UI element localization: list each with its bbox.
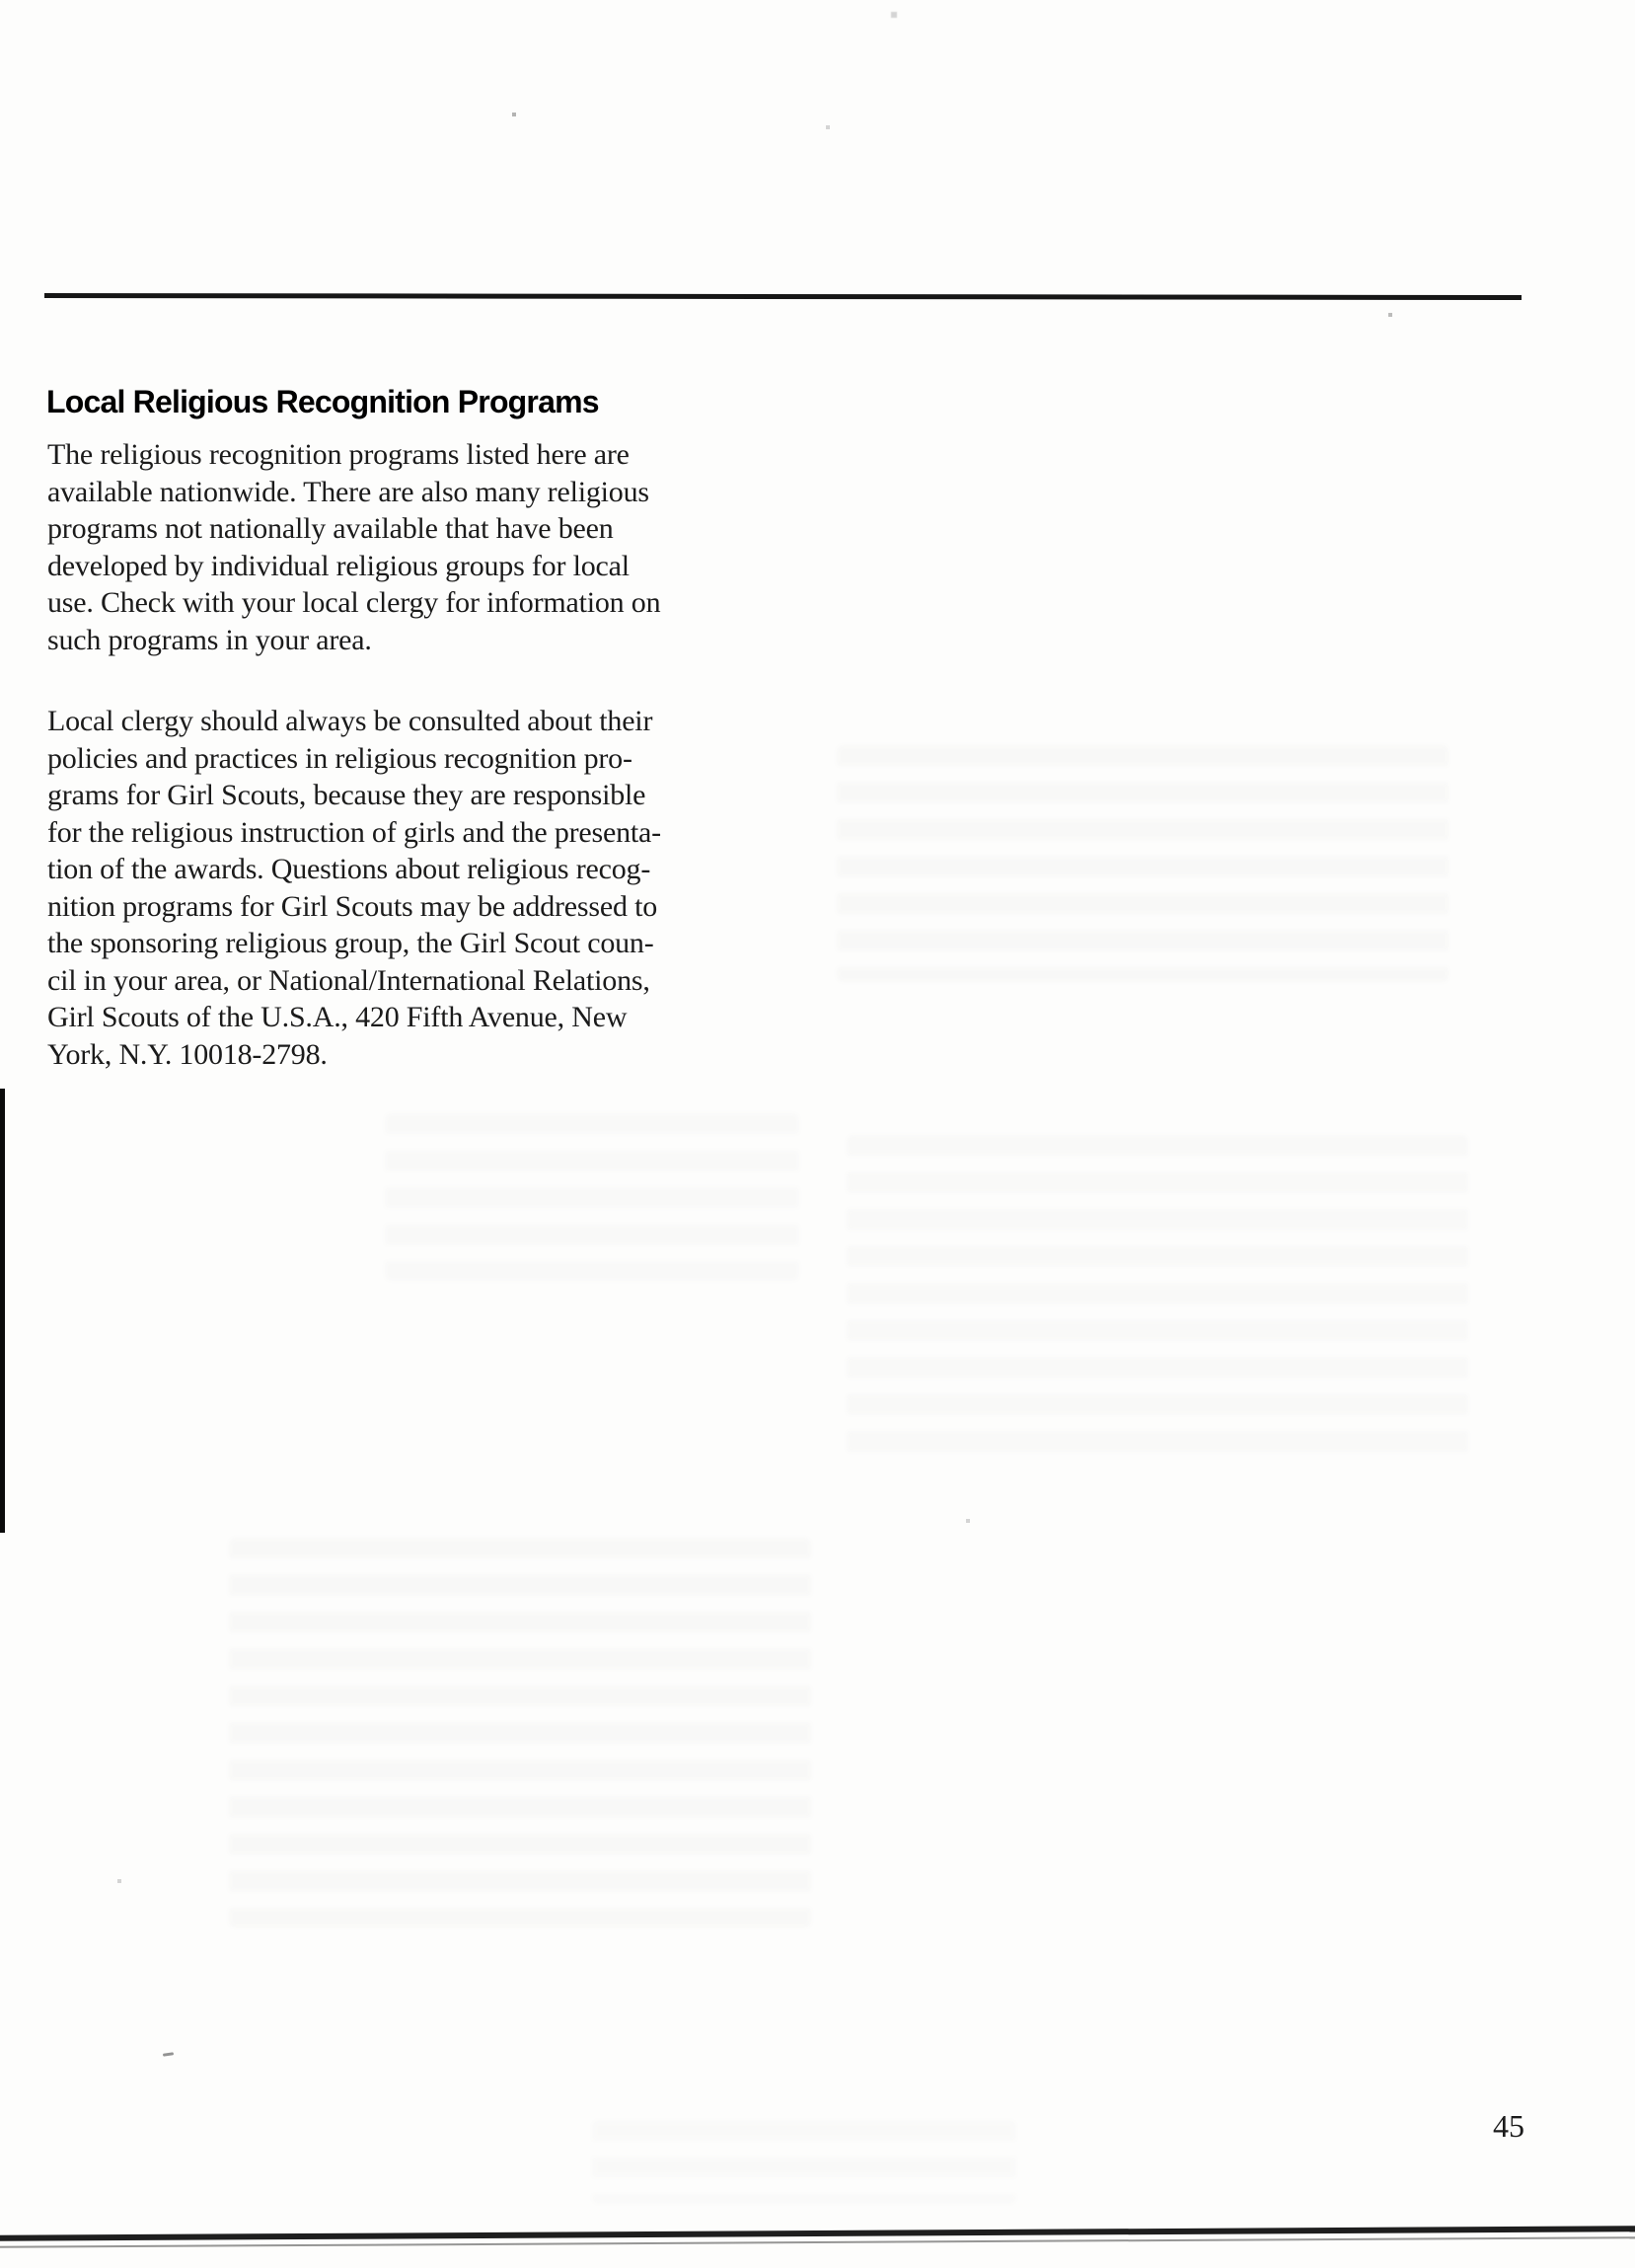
bleedthrough-ghost-text xyxy=(385,1113,799,1281)
page-number: 45 xyxy=(1493,2108,1524,2144)
text-line: cil in your area, or National/International Relations, xyxy=(47,963,650,997)
section-divider-rule xyxy=(44,293,1522,300)
bleedthrough-ghost-text xyxy=(837,745,1449,982)
section-heading: Local Religious Recognition Programs xyxy=(46,384,599,420)
stray-mark xyxy=(163,2052,174,2057)
text-line: available nationwide. There are also many religious xyxy=(47,475,649,508)
text-line: developed by individual religious groups for local xyxy=(47,549,630,582)
text-line: grams for Girl Scouts, because they are responsible xyxy=(47,779,646,811)
bleedthrough-ghost-text xyxy=(847,1135,1468,1461)
text-line: nition programs for Girl Scouts may be addressed to xyxy=(47,889,658,923)
paragraph-local-clergy-consultation xyxy=(47,703,661,1073)
text-line: policies and practices in religious recognition pro- xyxy=(47,741,632,775)
text-line: Local clergy should always be consulted about their xyxy=(47,705,653,737)
text-line: Girl Scouts of the U.S.A., 420 Fifth Avenue, New xyxy=(47,1001,628,1033)
dust-specks xyxy=(0,0,2,2)
bleedthrough-ghost-text xyxy=(229,1538,811,1928)
text-line: the sponsoring religious group, the Girl Scout coun- xyxy=(47,927,654,959)
text-line: for the religious instruction of girls and the presenta- xyxy=(47,815,661,849)
text-line: programs not nationally available that have been xyxy=(47,512,614,545)
text-line: tion of the awards. Questions about religious recog- xyxy=(47,853,651,885)
text-line: use. Check with your local clergy for information on xyxy=(47,586,661,619)
scan-edge-artifact-left xyxy=(0,1089,5,1533)
text-line: such programs in your area. xyxy=(47,623,372,656)
text-line: York, N.Y. 10018-2798. xyxy=(47,1037,328,1071)
text-line: The religious recognition programs listed here are xyxy=(47,438,630,471)
bleedthrough-ghost-text xyxy=(592,2120,1016,2204)
paragraph-local-programs-intro xyxy=(47,436,660,658)
